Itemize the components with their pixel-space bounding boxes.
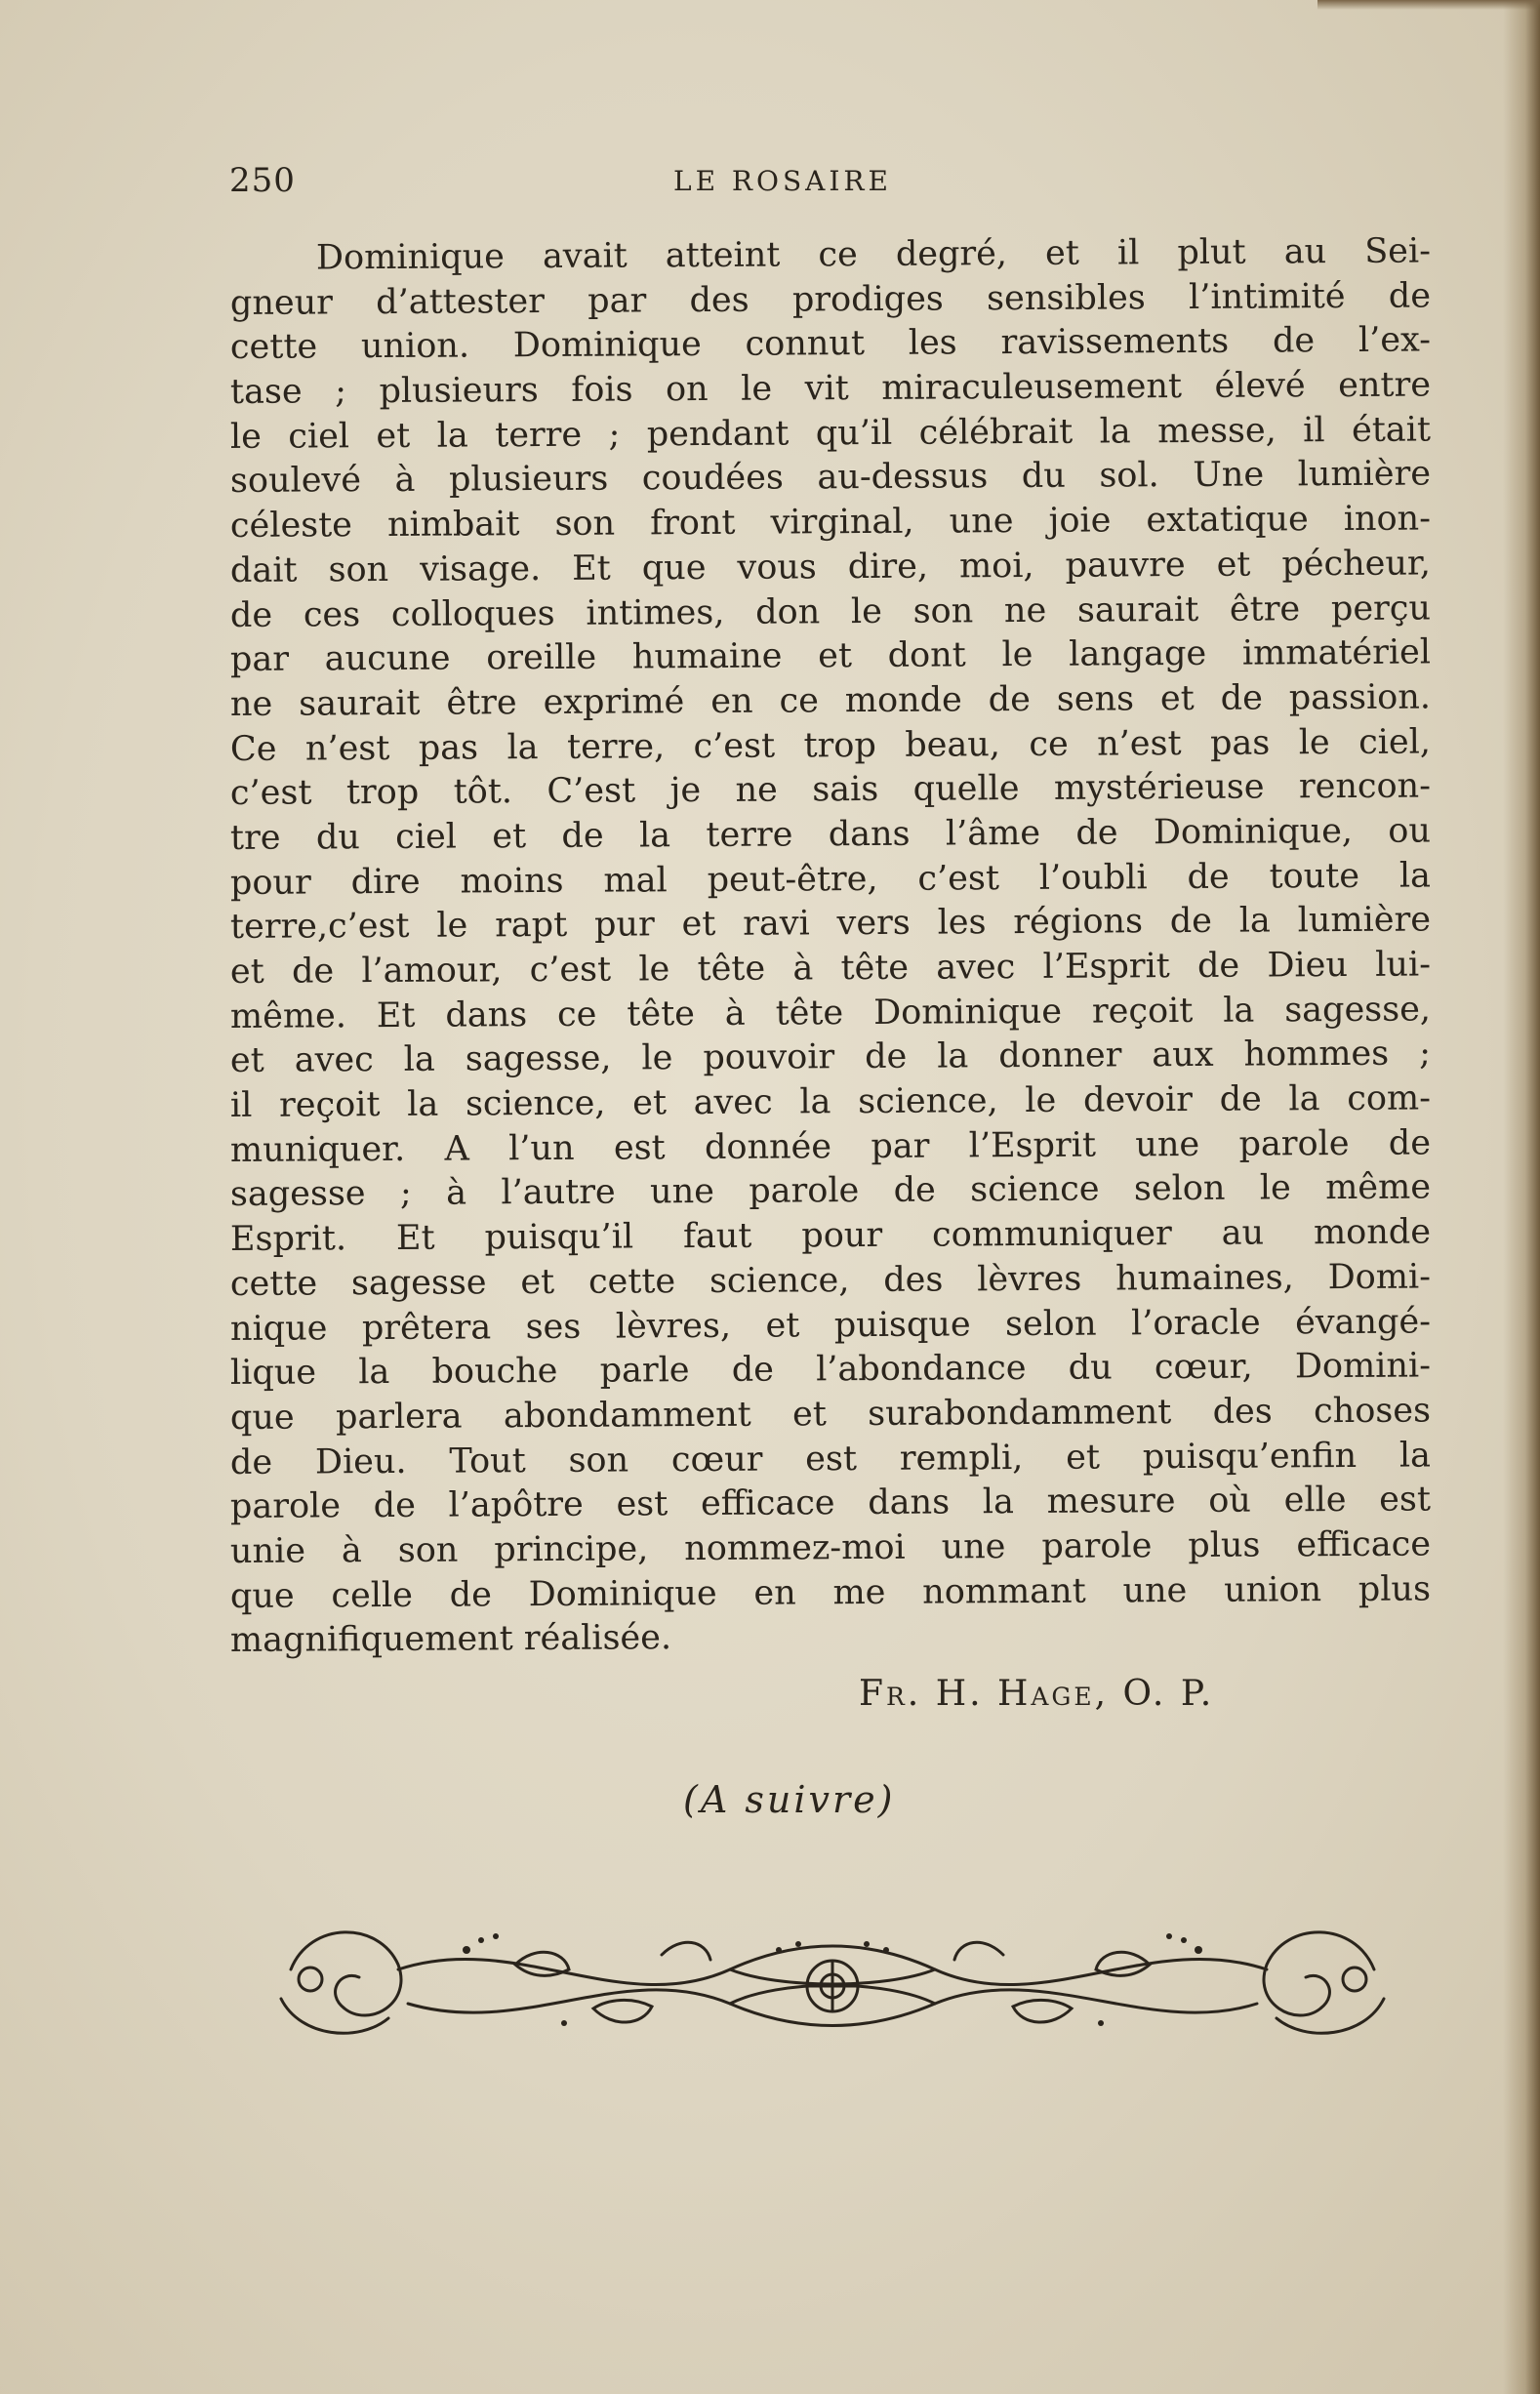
page-edge-shadow xyxy=(1503,0,1540,2394)
text-line: cette union. Dominique connut les ravissements de l’ex- xyxy=(229,320,1432,368)
text-line: tre du ciel et de la terre dans l’âme de Dominique, ou xyxy=(229,811,1432,858)
text-line: Ce n’est pas la terre, c’est trop beau, ce n’est pas le ciel, xyxy=(229,722,1432,769)
text-line: que parlera abondamment et surabondamment des choses xyxy=(229,1391,1432,1438)
running-head xyxy=(229,161,1439,210)
text-line: Dominique avait atteint ce degré, et il plut au Sei- xyxy=(315,231,1432,278)
text-line: sagesse ; à l’autre une parole de science selon le même xyxy=(229,1167,1432,1215)
text-line: ne saurait être exprimé en ce monde de sens et de passion. xyxy=(229,677,1432,724)
text-line: cette sagesse et cette science, des lèvres humaines, Domi- xyxy=(229,1257,1432,1304)
text-line: gneur d’attester par des prodiges sensibles l’intimité de xyxy=(229,276,1432,323)
text-line: tase ; plusieurs fois on le vit miraculeusement élevé entre xyxy=(229,365,1432,413)
floral-tailpiece-ornament-icon xyxy=(271,1911,1394,2057)
text-line: c’est trop tôt. C’est je ne sais quelle mystérieuse rencon- xyxy=(229,766,1432,814)
text-line: Esprit. Et puisqu’il faut pour communiquer au monde xyxy=(229,1212,1432,1260)
text-line: par aucune oreille humaine et dont le langage immatériel xyxy=(229,632,1432,680)
body-text xyxy=(229,231,1432,1664)
text-line: de Dieu. Tout son cœur est rempli, et puisqu’enfin la xyxy=(229,1436,1432,1482)
page-top-edge-shadow xyxy=(1317,0,1540,10)
text-line: que celle de Dominique en me nommant une union plus xyxy=(229,1569,1432,1616)
text-line: unie à son principe, nommez-moi une parole plus efficace xyxy=(229,1524,1432,1571)
author-signature: Fr. H. Hage, O. P. xyxy=(859,1674,1215,1714)
text-line: pour dire moins mal peut-être, c’est l’oubli de toute la xyxy=(229,856,1432,903)
text-line: lique la bouche parle de l’abondance du cœur, Domini- xyxy=(229,1346,1432,1394)
text-line: et avec la sagesse, le pouvoir de la donner aux hommes ; xyxy=(229,1034,1432,1081)
text-line: terre,c’est le rapt pur et ravi vers les régions de la lumière xyxy=(229,900,1432,948)
text-line: de ces colloques intimes, don le son ne saurait être perçu xyxy=(229,588,1432,635)
text-line: parole de l’apôtre est efficace dans la mesure où elle est xyxy=(229,1480,1432,1527)
text-line: et de l’amour, c’est le tête à tête avec l’Esprit de Dieu lui- xyxy=(229,945,1432,992)
text-line: dait son visage. Et que vous dire, moi, pauvre et pécheur, xyxy=(229,544,1432,590)
text-line: soulevé à plusieurs coudées au-dessus du sol. Une lumière xyxy=(229,454,1432,502)
text-line: nique prêtera ses lèvres, et puisque selon l’oracle évangé- xyxy=(229,1301,1432,1349)
text-line: même. Et dans ce tête à tête Dominique reçoit la sagesse, xyxy=(229,990,1432,1036)
text-line: muniquer. A l’un est donnée par l’Esprit une parole de xyxy=(229,1123,1432,1170)
page-number: 250 xyxy=(229,161,296,200)
continuation-note: (A suivre) xyxy=(683,1778,896,1821)
text-line: il reçoit la science, et avec la science, le devoir de la com- xyxy=(229,1078,1432,1126)
text-line-last: magnifiquement réalisée. xyxy=(229,1618,672,1661)
text-line: céleste nimbait son front virginal, une joie extatique inon- xyxy=(229,499,1432,547)
text-line: le ciel et la terre ; pendant qu’il célébrait la messe, il était xyxy=(229,410,1432,457)
running-title: LE ROSAIRE xyxy=(673,165,892,197)
